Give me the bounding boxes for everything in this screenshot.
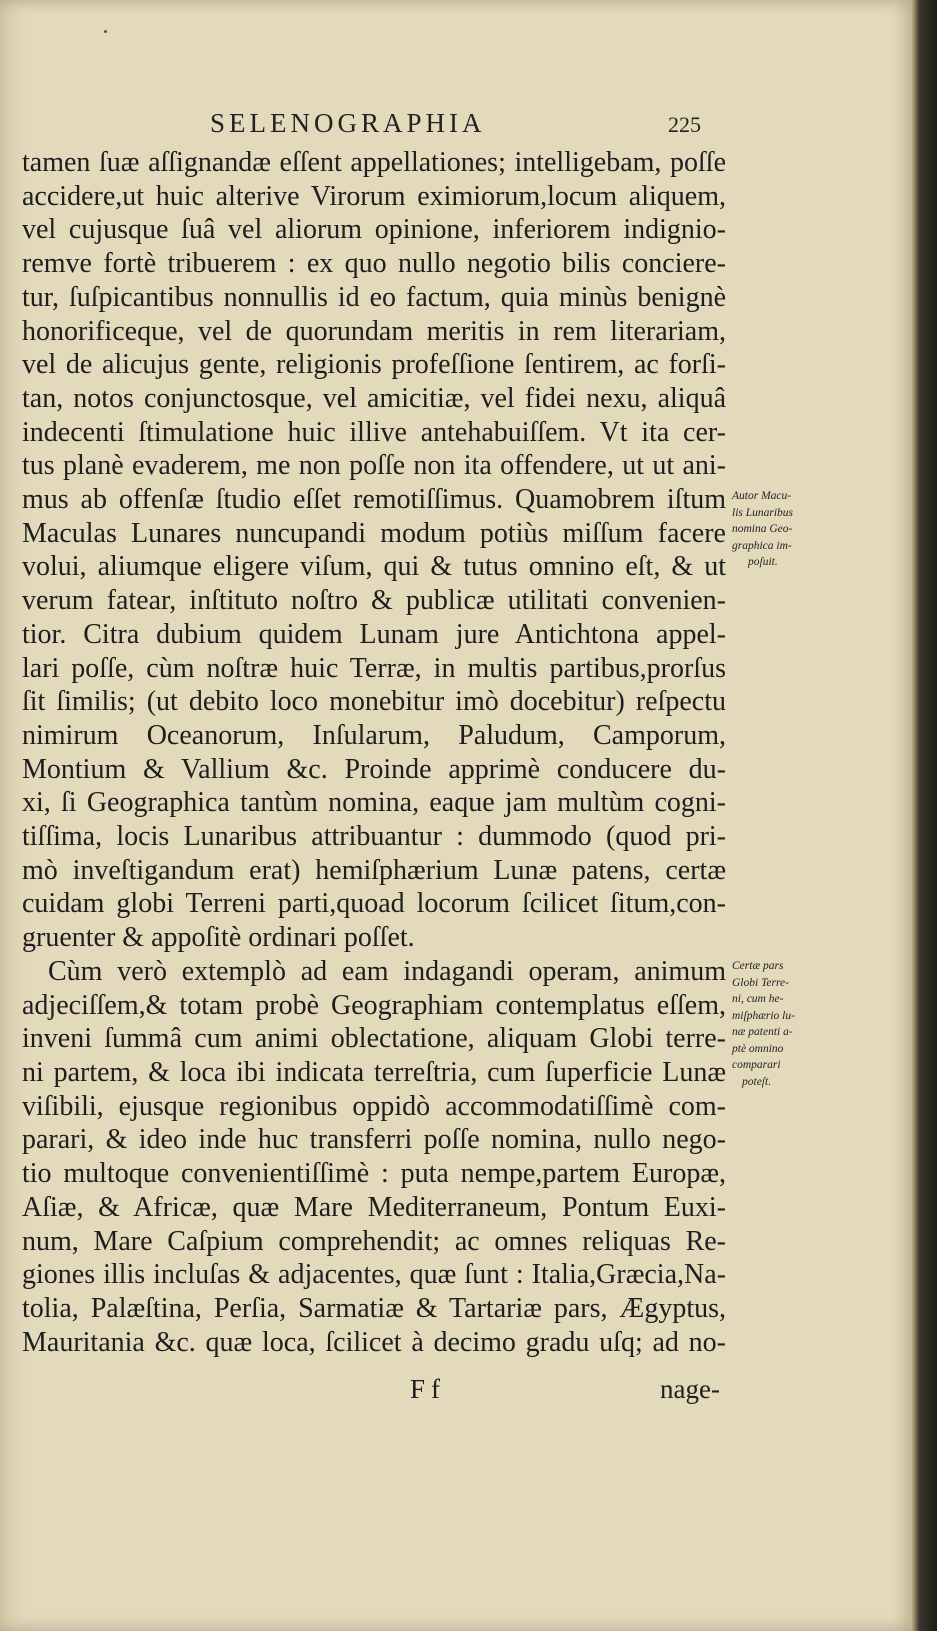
text-line: adjeciſſem,& totam probè Geographiam contemplatus eſſem,	[22, 989, 726, 1021]
text-line: giones illis incluſas & adjacentes, quæ ſunt : Italia,Græcia,Na-	[22, 1259, 726, 1291]
margin-note-line: Autor Macu-	[732, 490, 792, 502]
text-line: lari poſſe, cùm noſtræ huic Terræ, in multis partibus,prorſus	[22, 652, 726, 684]
text-line: verum fatear, inſtituto noſtro & publicæ utilitati convenien-	[22, 585, 726, 617]
text-line: Aſiæ, & Africæ, quæ Mare Mediterraneum, Pontum Euxi-	[22, 1191, 726, 1223]
running-title: SELENOGRAPHIA	[210, 108, 486, 138]
page-edge-shadow	[912, 0, 937, 1631]
text-line: Cùm verò extemplò ad eam indagandi operam, animum	[48, 955, 726, 987]
text-line: xi, ſi Geographica tantùm nomina, eaque jam multùm cogni-	[22, 787, 726, 819]
margin-note-line: comparari	[732, 1059, 781, 1071]
margin-note-certae-pars	[732, 958, 822, 1090]
text-line: cuidam globi Terreni parti,quoad locorum ſcilicet ſitum,con-	[22, 888, 726, 920]
text-line: tior. Citra dubium quidem Lunam jure Antichtona appel-	[22, 618, 726, 650]
catchword: nage-	[660, 1374, 720, 1404]
text-line: nimirum Oceanorum, Inſularum, Paludum, Camporum,	[22, 719, 726, 751]
margin-note-line: næ patenti a-	[732, 1026, 793, 1038]
text-line: tiſſima, locis Lunaribus attribuantur : dummodo (quod pri-	[22, 821, 726, 853]
text-line: vel de alicujus gente, religionis profeſſione ſentirem, ac forſi-	[22, 349, 726, 381]
text-line: mus ab offenſæ ſtudio eſſet remotiſſimus. Quamobrem iſtum	[22, 484, 726, 516]
text-line: accidere,ut huic alterive Virorum eximiorum,locum aliquem,	[22, 180, 726, 212]
margin-note-autor	[732, 488, 822, 571]
margin-note-line: Certæ pars	[732, 960, 784, 972]
signature-mark: Ff	[410, 1374, 447, 1404]
margin-note-line: lis Lunaribus	[732, 506, 794, 519]
text-line: gruenter & appoſitè ordinari poſſet.	[22, 922, 415, 954]
body-text	[22, 146, 726, 1359]
text-line: vel cujusque ſuâ vel aliorum opinione, inferiorem indignio-	[22, 214, 726, 246]
text-line: tus planè evaderem, me non poſſe non ita offendere, ut ut ani-	[22, 450, 726, 482]
paper-speck	[104, 30, 107, 33]
margin-note-line: poſuit.	[748, 556, 778, 568]
margin-note-line: graphica im-	[732, 539, 792, 552]
margin-note-line: poteſt.	[742, 1075, 772, 1088]
text-line: remve fortè tribuerem : ex quo nullo negotio bilis conciere-	[22, 248, 726, 280]
margin-note-line: miſphærio lu-	[732, 1009, 795, 1022]
margin-note-line: nomina Geo-	[732, 523, 793, 535]
text-line: tamen ſuæ aſſignandæ eſſent appellationes; intelligebam, poſſe	[22, 147, 726, 178]
text-line: num, Mare Caſpium comprehendit; ac omnes reliquas Re-	[22, 1225, 726, 1257]
text-line: tan, notos conjunctosque, vel amicitiæ, vel fidei nexu, aliquâ	[22, 382, 726, 414]
text-line: mò inveſtigandum erat) hemiſphærium Lunæ patens, certæ	[22, 854, 726, 886]
margin-note-line: Globi Terre-	[732, 976, 789, 989]
text-line: Mauritania &c. quæ loca, ſcilicet à decimo gradu uſq; ad no-	[22, 1326, 726, 1358]
text-line: Montium & Vallium &c. Proinde apprimè conducere du-	[22, 753, 726, 785]
text-line: Maculas Lunares nuncupandi modum potiùs miſſum facere	[22, 517, 726, 549]
text-line: ſit ſimilis; (ut debito loco monebitur imò docebitur) reſpectu	[22, 686, 726, 718]
text-line: ni partem, & loca ibi indicata terreſtria, cum ſuperficie Lunæ	[22, 1056, 726, 1088]
text-line: volui, aliumque eligere viſum, qui & tutus omnino eſt, & ut	[22, 551, 726, 583]
text-line: inveni ſummâ cum animi oblectatione, aliquam Globi terre-	[22, 1023, 726, 1055]
page-header	[0, 108, 912, 144]
text-line: viſibili, ejusque regionibus oppidò accommodatiſſimè com-	[22, 1090, 726, 1122]
margin-note-line: ptè omnino	[732, 1042, 784, 1055]
text-line: honorificeque, vel de quorundam meritis in rem literariam,	[22, 315, 726, 347]
text-line: parari, & ideo inde huc transferri poſſe nomina, nullo nego-	[22, 1124, 726, 1156]
text-line: tur, ſuſpicantibus nonnullis id eo factum, quia minùs benignè	[22, 281, 726, 313]
text-line: indecenti ſtimulatione huic illive antehabuiſſem. Vt ita cer-	[22, 416, 726, 448]
margin-note-line: ni, cum he-	[732, 993, 784, 1005]
text-line: tolia, Palæſtina, Perſia, Sarmatiæ & Tartariæ pars, Ægyptus,	[22, 1292, 726, 1324]
text-line: tio multoque convenientiſſimè : puta nempe,partem Europæ,	[22, 1158, 726, 1190]
page-number: 225	[668, 112, 701, 137]
